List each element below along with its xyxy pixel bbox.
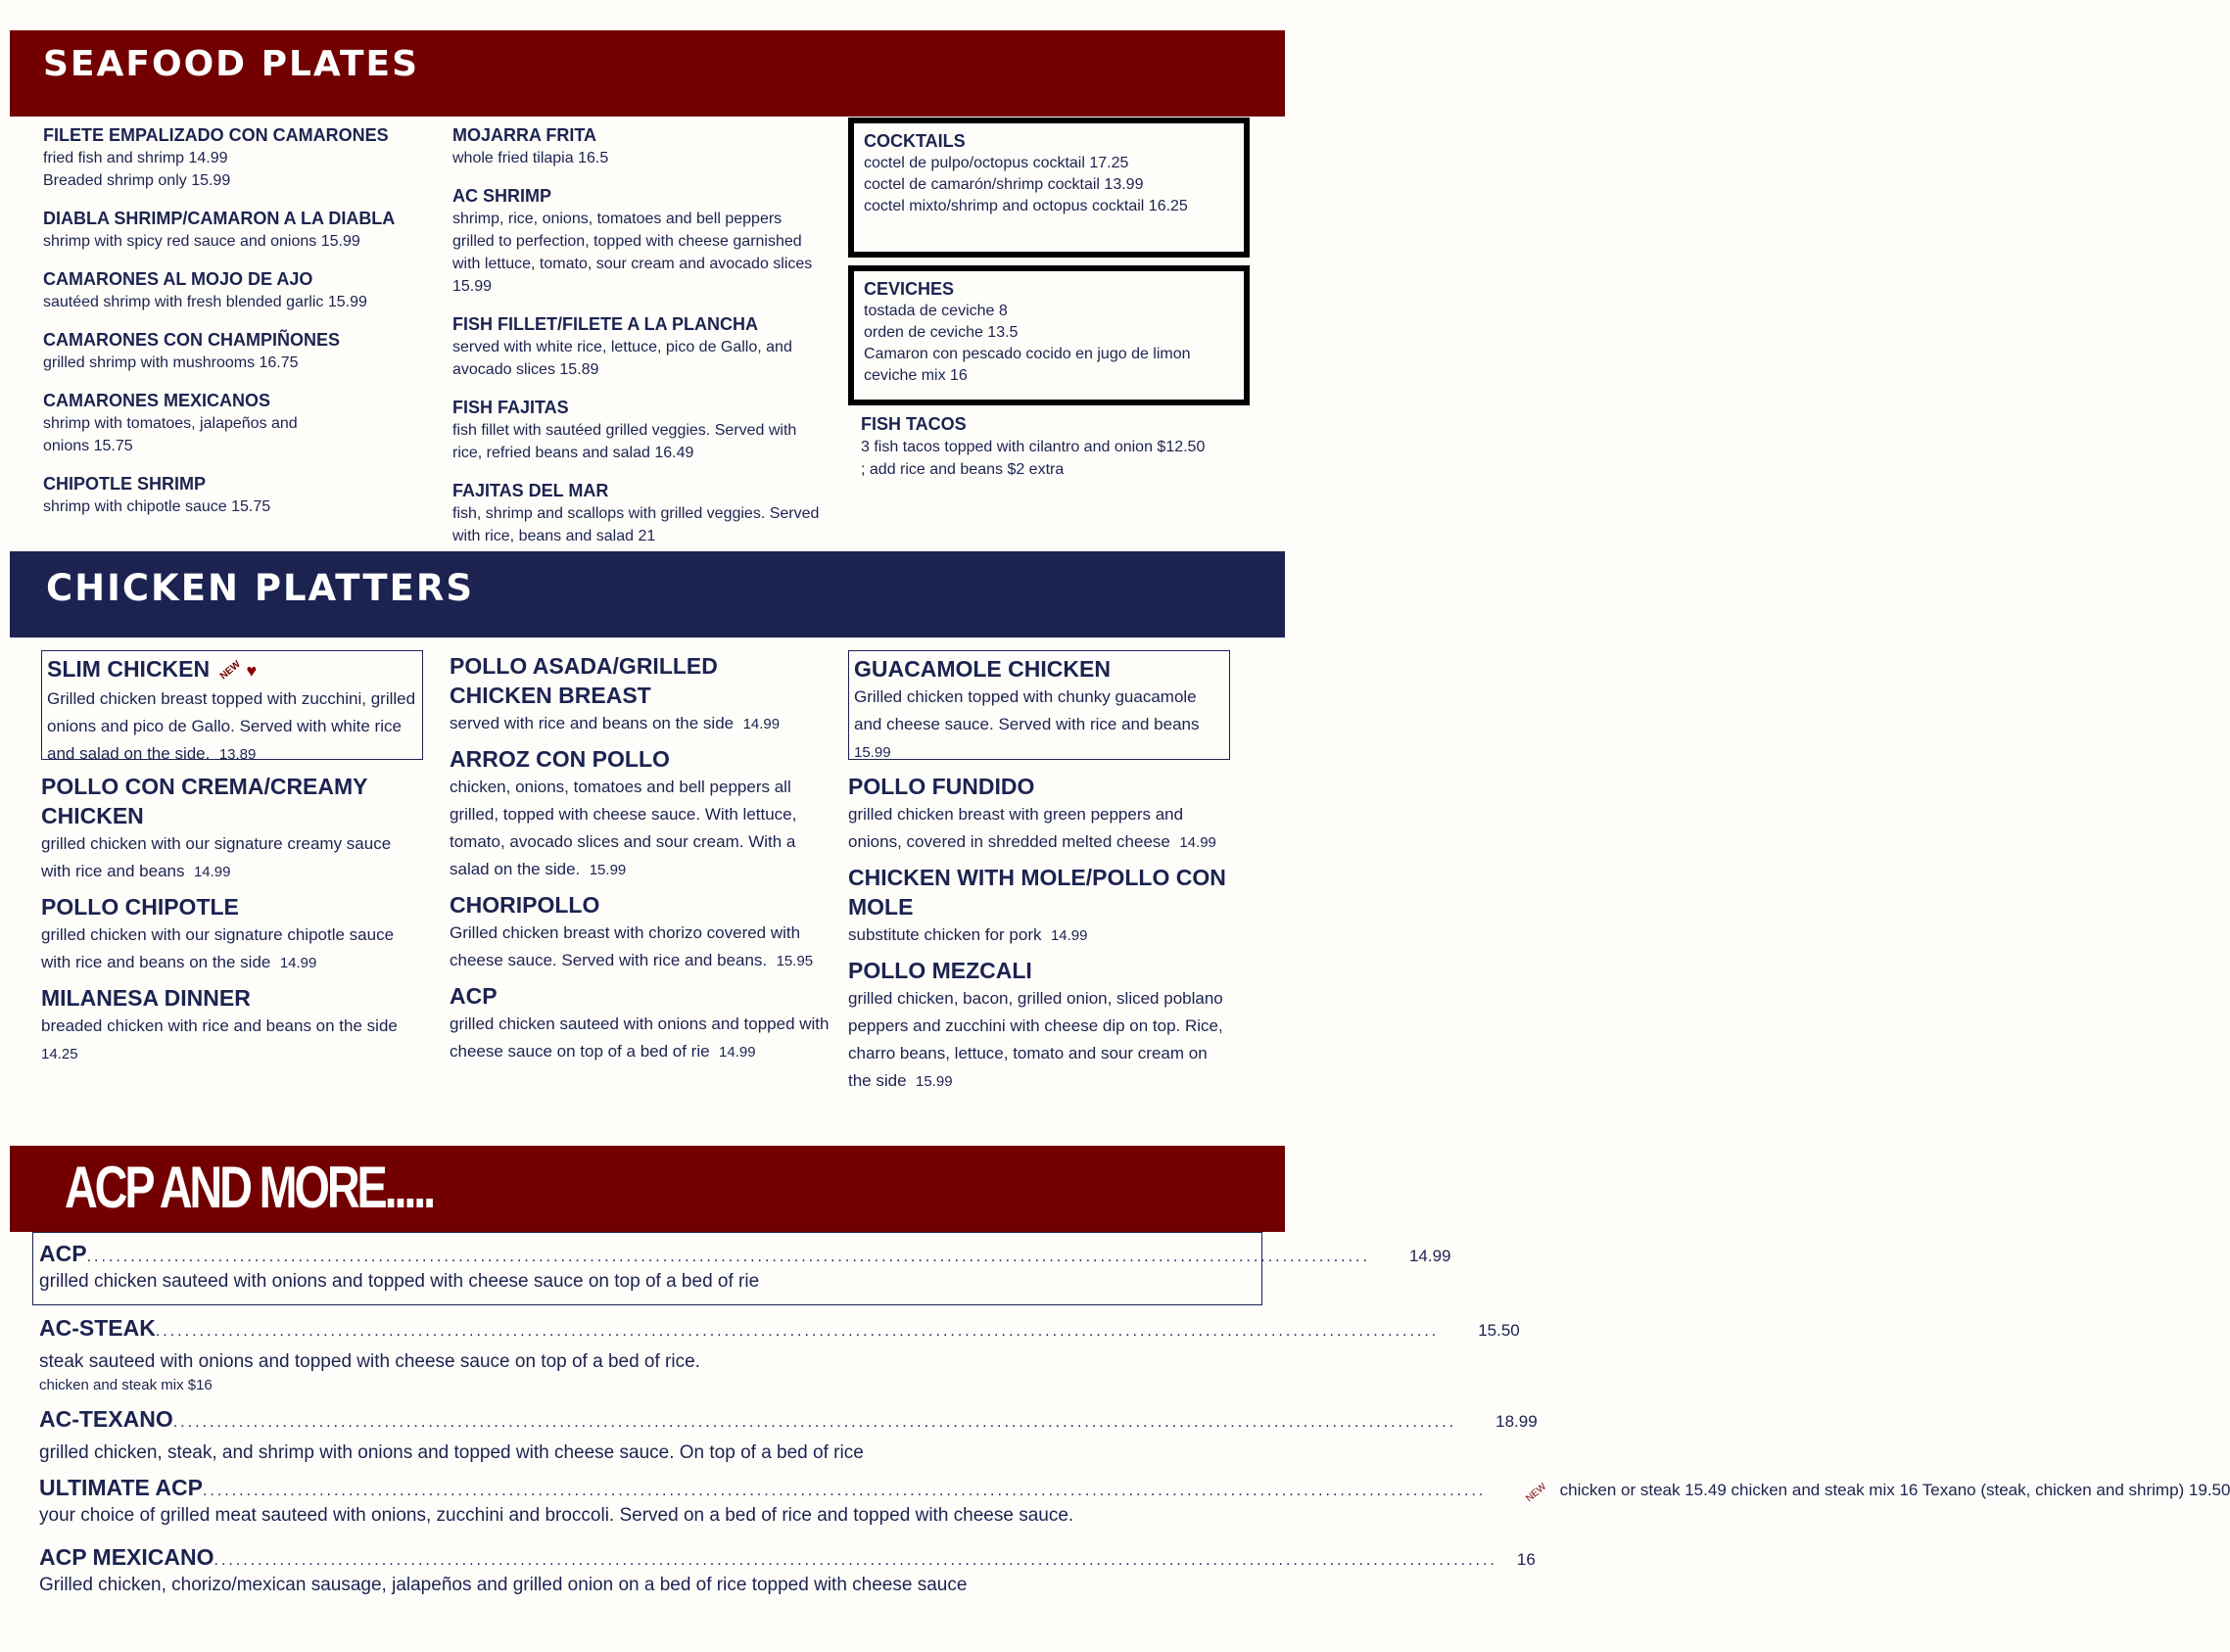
item-name: CAMARONES CON CHAMPIÑONES [43,330,341,350]
menu-item [452,313,825,381]
item-name: FISH TACOS [861,414,967,434]
item-price: 14.99 [1408,1247,1451,1265]
item-desc [41,921,423,977]
acp-item [32,1475,2230,1531]
item-desc [848,921,1230,950]
item-desc [848,801,1230,857]
item-desc: your choice of grilled meat sauteed with onions, zucchini and broccoli. Served on a bed of rice and topped with cheese sauce. [39,1505,1074,1526]
item-name: POLLO MEZCALI [848,958,1032,983]
item-name [47,654,417,685]
item-name: AC SHRIMP [452,186,552,206]
item-name: GUACAMOLE CHICKEN [854,656,1111,682]
item-desc-text: Grilled chicken topped with chunky guacamole and cheese sauce. Served with rice and beans [854,687,1200,733]
item-desc [848,985,1230,1096]
item-line [39,1315,1520,1342]
item-desc: ceviche mix 16 [864,367,968,384]
item-name: ULTIMATE ACP [39,1475,203,1500]
menu-item [452,397,825,464]
acp-title: ACP AND MORE..... [65,1155,434,1220]
new-tag: NEW [1524,1481,1549,1505]
item-desc-text: grilled chicken with our signature creamy sauce with rice and beans [41,834,392,880]
item-desc: tostada de ceviche 8 [864,303,1008,319]
item-desc: coctel de pulpo/octopus cocktail 17.25 [864,155,1129,171]
leader-dots: ................................................................................................................................................................................ [86,1249,1370,1265]
item-price: 15.99 [854,744,891,761]
item-desc: fish, shrimp and scallops with grilled veggies. Served with rice, beans and salad 21 [452,505,820,544]
chicken-column-3 [848,650,1230,1102]
item-desc: sautéed shrimp with fresh blended garlic 15.99 [43,294,367,310]
ceviches-box [848,265,1250,405]
acp-item [32,1406,1538,1468]
item-desc: coctel mixto/shrimp and octopus cocktail 16.25 [864,198,1188,214]
item-name: ACP [39,1241,87,1266]
chicken-column-1 [41,650,423,1074]
item-desc: steak sauteed with onions and topped with cheese sauce on top of a bed of rice. [39,1351,700,1372]
item-name: CHIPOTLE SHRIMP [43,474,207,494]
menu-item [450,744,831,884]
menu-item [41,892,423,977]
item-name: AC-STEAK [39,1315,156,1341]
menu-item [41,983,423,1068]
item-price: 13.89 [218,746,257,763]
item-desc-text: grilled chicken, bacon, grilled onion, sliced poblano peppers and zucchini with cheese dip on top. Rice, charro beans, lettuce, tomato and sour cream on the side [848,989,1223,1090]
item-desc [41,1013,423,1068]
item-name: CAMARONES AL MOJO DE AJO [43,269,313,289]
item-name: POLLO FUNDIDO [848,774,1035,799]
item-name: POLLO CHIPOTLE [41,894,239,920]
item-desc: Camaron con pescado cocido en jugo de limon [864,346,1191,362]
item-line [39,1241,1451,1267]
item-name: ACP [450,983,498,1009]
item-desc: grilled chicken sauteed with onions and topped with cheese sauce on top of a bed of rie [39,1271,760,1292]
chicken-banner [10,551,1285,637]
item-desc-text: served with rice and beans on the side [450,714,735,732]
item-desc: grilled shrimp with mushrooms 16.75 [43,354,299,371]
menu-item [43,329,435,374]
heart-icon: ♥ [246,661,258,681]
leader-dots: ................................................................................................................................................................................ [155,1323,1440,1340]
menu-item [452,480,825,547]
item-desc: fish fillet with sautéed grilled veggies. Served with rice, refried beans and salad 16.49 [452,422,797,461]
item-name: POLLO CON CREMA/CREAMY CHICKEN [41,774,368,828]
seafood-banner [10,30,1285,117]
acp-item-featured [32,1232,1451,1305]
item-name: FAJITAS DEL MAR [452,481,609,500]
seafood-column-2 [452,124,825,563]
menu-item-featured [848,650,1230,760]
item-desc: fried fish and shrimp 14.99 [43,150,228,166]
menu-item [452,124,825,169]
chicken-title: CHICKEN PLATTERS [46,567,475,609]
item-desc-text: substitute chicken for pork [848,925,1042,944]
item-desc-text: Grilled chicken breast topped with zucchini, grilled onions and pico de Gallo. Served with white rice and salad on the side. [47,689,416,763]
item-price: 14.99 [279,955,317,971]
item-desc-text: grilled chicken with our signature chipotle sauce with rice and beans on the side [41,925,395,971]
item-line [39,1475,2230,1505]
menu-item [41,772,423,886]
item-name: CEVICHES [864,279,955,299]
item-name: ACP MEXICANO [39,1544,214,1570]
item-name: COCKTAILS [864,131,966,151]
menu-item-featured [41,650,423,763]
item-price: 14.25 [41,1046,78,1062]
item-name: ARROZ CON POLLO [450,746,670,772]
item-price: 15.99 [916,1073,953,1090]
menu-item [848,956,1230,1096]
seafood-column-1 [43,124,435,534]
item-name: POLLO ASADA/GRILLED CHICKEN BREAST [450,653,718,708]
item-desc: whole fried tilapia 16.5 [452,150,609,166]
item-desc: orden de ceviche 13.5 [864,324,1019,341]
menu-item [43,124,435,192]
item-desc: 3 fish tacos topped with cilantro and onion $12.50 ; add rice and beans $2 extra [861,439,1206,478]
item-desc [450,1011,831,1066]
leader-dots: ................................................................................................................................................................................ [214,1552,1497,1569]
item-name: DIABLA SHRIMP/CAMARON A LA DIABLA [43,209,396,228]
item-name: FILETE EMPALIZADO CON CAMARONES [43,125,389,145]
item-name-text: SLIM CHICKEN [47,656,211,682]
menu-item [450,890,831,975]
item-desc: served with white rice, lettuce, pico de Gallo, and avocado slices 15.89 [452,339,792,378]
item-desc: Grilled chicken, chorizo/mexican sausage, jalapeños and grilled onion on a bed of rice topped with cheese sauce [39,1575,968,1595]
item-name: CAMARONES MEXICANOS [43,391,271,410]
item-desc-text: grilled chicken breast with green peppers and onions, covered in shredded melted cheese [848,805,1184,851]
seafood-column-3 [848,118,1250,496]
item-name: CHICKEN WITH MOLE/POLLO CON MOLE [848,865,1226,920]
menu-item [43,390,435,457]
item-desc [450,920,831,975]
acp-item [32,1544,1536,1600]
item-desc: grilled chicken, steak, and shrimp with onions and topped with cheese sauce. On top of a bed of rice [39,1442,864,1463]
item-desc-text: grilled chicken sauteed with onions and topped with cheese sauce on top of a bed of rie [450,1015,830,1061]
leader-dots: ................................................................................................................................................................................ [172,1414,1457,1431]
item-price: 18.99 [1495,1412,1538,1431]
item-desc: shrimp with spicy red sauce and onions 15.99 [43,233,360,250]
item-desc: shrimp, rice, onions, tomatoes and bell peppers grilled to perfection, topped with cheese garnished with lettuce, tomato, sour cream and avocado slices 15.99 [452,211,813,295]
item-price: 15.95 [776,953,814,969]
item-price: 15.99 [589,862,627,878]
menu-item [43,473,435,518]
menu-item [450,651,831,738]
item-name: AC-TEXANO [39,1406,173,1432]
item-desc: shrimp with tomatoes, jalapeños and onions 15.75 [43,415,298,454]
item-desc: shrimp with chipotle sauce 15.75 [43,498,271,515]
item-line [39,1406,1538,1433]
item-name: FISH FAJITAS [452,398,569,417]
item-desc [450,774,831,884]
item-desc [47,685,417,769]
cocktails-box [848,118,1250,258]
item-line [39,1544,1536,1571]
menu-item [450,981,831,1066]
menu-item [43,208,435,253]
item-desc: Breaded shrimp only 15.99 [43,172,231,189]
item-desc [854,684,1224,767]
item-name: MOJARRA FRITA [452,125,596,145]
leader-dots: ................................................................................................................................................................................ [202,1483,1487,1499]
menu-item [848,863,1230,950]
item-price: 16 [1516,1550,1536,1569]
item-price: 14.99 [742,716,781,732]
menu-item [848,413,1213,481]
menu-item [452,185,825,298]
item-name: CHORIPOLLO [450,892,600,918]
item-price: 14.99 [719,1044,756,1061]
item-price: 14.99 [1179,834,1216,851]
item-desc: coctel de camarón/shrimp cocktail 13.99 [864,176,1144,193]
seafood-title: SEAFOOD PLATES [43,44,420,84]
chicken-column-2 [450,651,831,1072]
item-price: 14.99 [193,864,231,880]
acp-banner [10,1146,1285,1232]
item-price: 15.50 [1478,1321,1520,1340]
item-name: MILANESA DINNER [41,985,251,1011]
item-desc-text: Grilled chicken breast with chorizo covered with cheese sauce. Served with rice and beans. [450,923,801,969]
item-desc [450,710,831,738]
item-name: FISH FILLET/FILETE A LA PLANCHA [452,314,758,334]
item-desc [41,830,423,886]
menu-item [43,268,435,313]
item-options: chicken or steak 15.49 chicken and steak mix 16 Texano (steak, chicken and shrimp) 19.50 [1559,1481,2230,1499]
item-desc-text: breaded chicken with rice and beans on the side [41,1016,398,1035]
item-note: chicken and steak mix $16 [39,1377,213,1393]
new-tag: NEW [217,658,243,683]
item-desc-text: chicken, onions, tomatoes and bell peppers all grilled, topped with cheese sauce. With lettuce, tomato, avocado slices and sour cream. With a salad on the side. [450,778,797,878]
item-price: 14.99 [1050,927,1088,944]
menu-item [848,772,1230,857]
acp-item [32,1315,1520,1394]
